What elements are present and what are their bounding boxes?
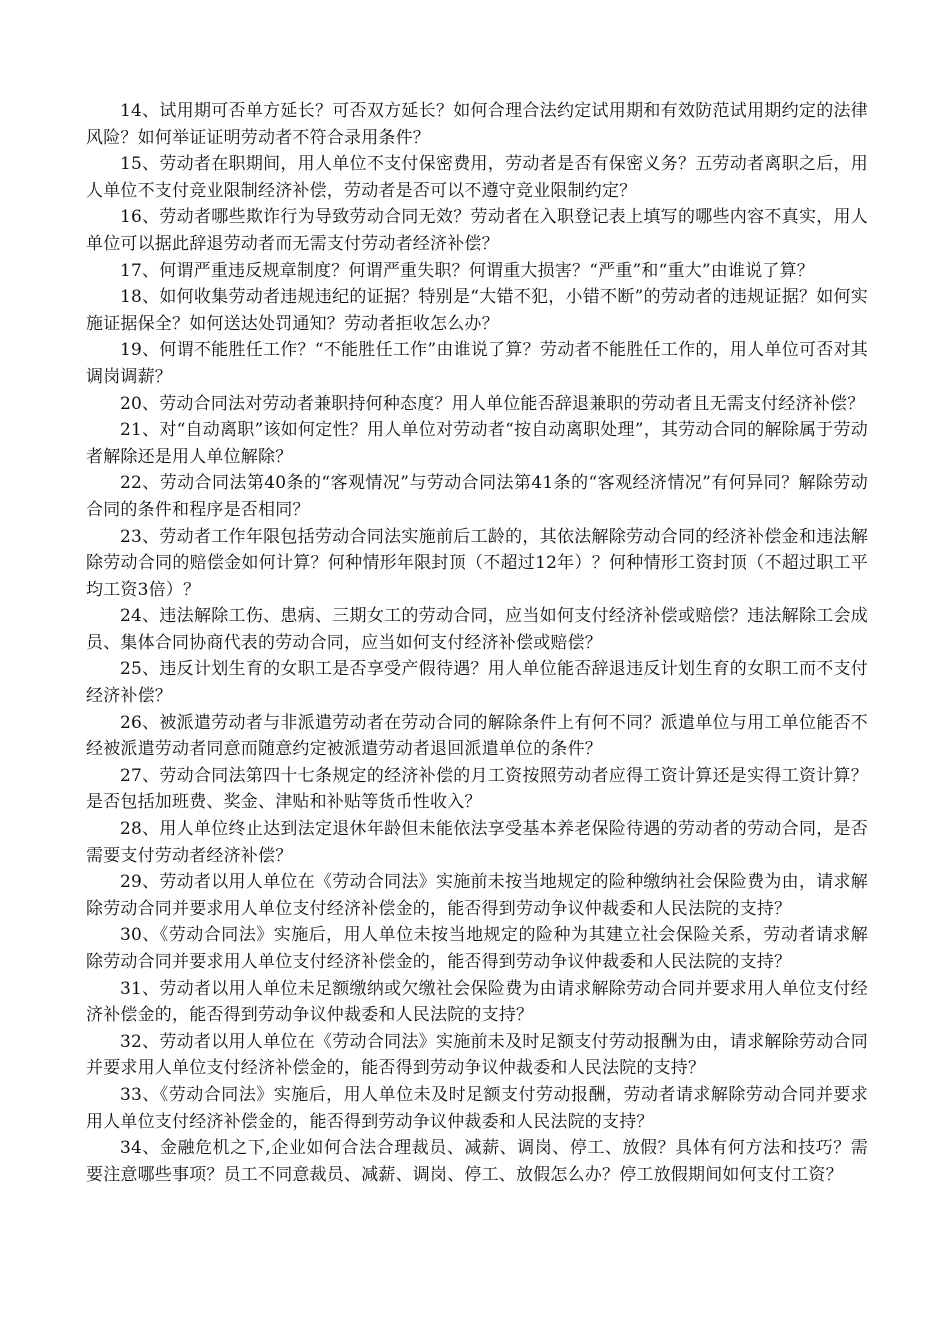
- question-23: 23、劳动者工作年限包括劳动合同法实施前后工龄的，其依法解除劳动合同的经济补偿金和违法解除劳动合同的赔偿金如何计算？何种情形年限封顶（不超过12年）？何种情形工资封顶（不超过职工平均工资3倍）？: [86, 526, 868, 600]
- question-31: 31、劳动者以用人单位未足额缴纳或欠缴社会保险费为由请求解除劳动合同并要求用人单位支付经济补偿金的，能否得到劳动争议仲裁委和人民法院的支持？: [86, 978, 868, 1026]
- question-28: 28、用人单位终止达到法定退休年龄但未能依法享受基本养老保险待遇的劳动者的劳动合同，是否需要支付劳动者经济补偿？: [86, 819, 868, 866]
- question-17: 17、何谓严重违反规章制度？何谓严重失职？何谓重大损害？“严重”和“重大”由谁说了算？: [120, 260, 814, 281]
- document-body: [86, 98, 868, 1188]
- question-33: 33、《劳动合同法》实施后，用人单位未及时足额支付劳动报酬，劳动者请求解除劳动合同并要求用人单位支付经济补偿金的，能否得到劳动争议仲裁委和人民法院的支持？: [86, 1084, 868, 1132]
- question-14: 14、试用期可否单方延长？可否双方延长？如何合理合法约定试用期和有效防范试用期约定的法律风险？如何举证证明劳动者不符合录用条件？: [86, 101, 868, 148]
- question-30: 30、《劳动合同法》实施后，用人单位未按当地规定的险种为其建立社会保险关系，劳动者请求解除劳动合同并要求用人单位支付经济补偿金的，能否得到劳动争议仲裁委和人民法院的支持？: [86, 925, 868, 972]
- question-32: 32、劳动者以用人单位在《劳动合同法》实施前未及时足额支付劳动报酬为由，请求解除劳动合同并要求用人单位支付经济补偿金的，能否得到劳动争议仲裁委和人民法院的支持？: [86, 1031, 868, 1079]
- question-29: 29、劳动者以用人单位在《劳动合同法》实施前未按当地规定的险种缴纳社会保险费为由，请求解除劳动合同并要求用人单位支付经济补偿金的，能否得到劳动争议仲裁委和人民法院的支持？: [86, 872, 868, 919]
- question-19: 19、何谓不能胜任工作？“不能胜任工作”由谁说了算？劳动者不能胜任工作的，用人单位可否对其调岗调薪？: [86, 340, 868, 387]
- question-34: 34、金融危机之下,企业如何合法合理裁员、减薪、调岗、停工、放假？具体有何方法和技巧？需要注意哪些事项？员工不同意裁员、减薪、调岗、停工、放假怎么办？停工放假期间如何支付工资？: [86, 1138, 868, 1185]
- question-16: 16、劳动者哪些欺诈行为导致劳动合同无效？劳动者在入职登记表上填写的哪些内容不真实，用人单位可以据此辞退劳动者而无需支付劳动者经济补偿？: [86, 207, 868, 254]
- question-22: 22、劳动合同法第40条的“客观情况”与劳动合同法第41条的“客观经济情况”有何异同？解除劳动合同的条件和程序是否相同？: [86, 473, 868, 520]
- question-20: 20、劳动合同法对劳动者兼职持何种态度？用人单位能否辞退兼职的劳动者且无需支付经济补偿？: [120, 393, 865, 414]
- question-15: 15、劳动者在职期间，用人单位不支付保密费用，劳动者是否有保密义务？五劳动者离职之后，用人单位不支付竞业限制经济补偿，劳动者是否可以不遵守竞业限制约定？: [86, 154, 868, 201]
- question-25: 25、违反计划生育的女职工是否享受产假待遇？用人单位能否辞退违反计划生育的女职工而不支付经济补偿？: [86, 659, 868, 707]
- question-24: 24、违法解除工伤、患病、三期女工的劳动合同，应当如何支付经济补偿或赔偿？违法解除工会成员、集体合同协商代表的劳动合同，应当如何支付经济补偿或赔偿？: [86, 606, 868, 653]
- question-18: 18、如何收集劳动者违规违纪的证据？特别是“大错不犯，小错不断”的劳动者的违规证据？如何实施证据保全？如何送达处罚通知？劳动者拒收怎么办？: [86, 287, 868, 334]
- question-27: 27、劳动合同法第四十七条规定的经济补偿的月工资按照劳动者应得工资计算还是实得工资计算？是否包括加班费、奖金、津贴和补贴等货币性收入？: [86, 765, 868, 813]
- question-21: 21、对“自动离职”该如何定性？用人单位对劳动者“按自动离职处理”，其劳动合同的解除属于劳动者解除还是用人单位解除？: [86, 420, 868, 467]
- question-26: 26、被派遣劳动者与非派遣劳动者在劳动合同的解除条件上有何不同？派遣单位与用工单位能否不经被派遣劳动者同意而随意约定被派遣劳动者退回派遣单位的条件？: [86, 712, 868, 760]
